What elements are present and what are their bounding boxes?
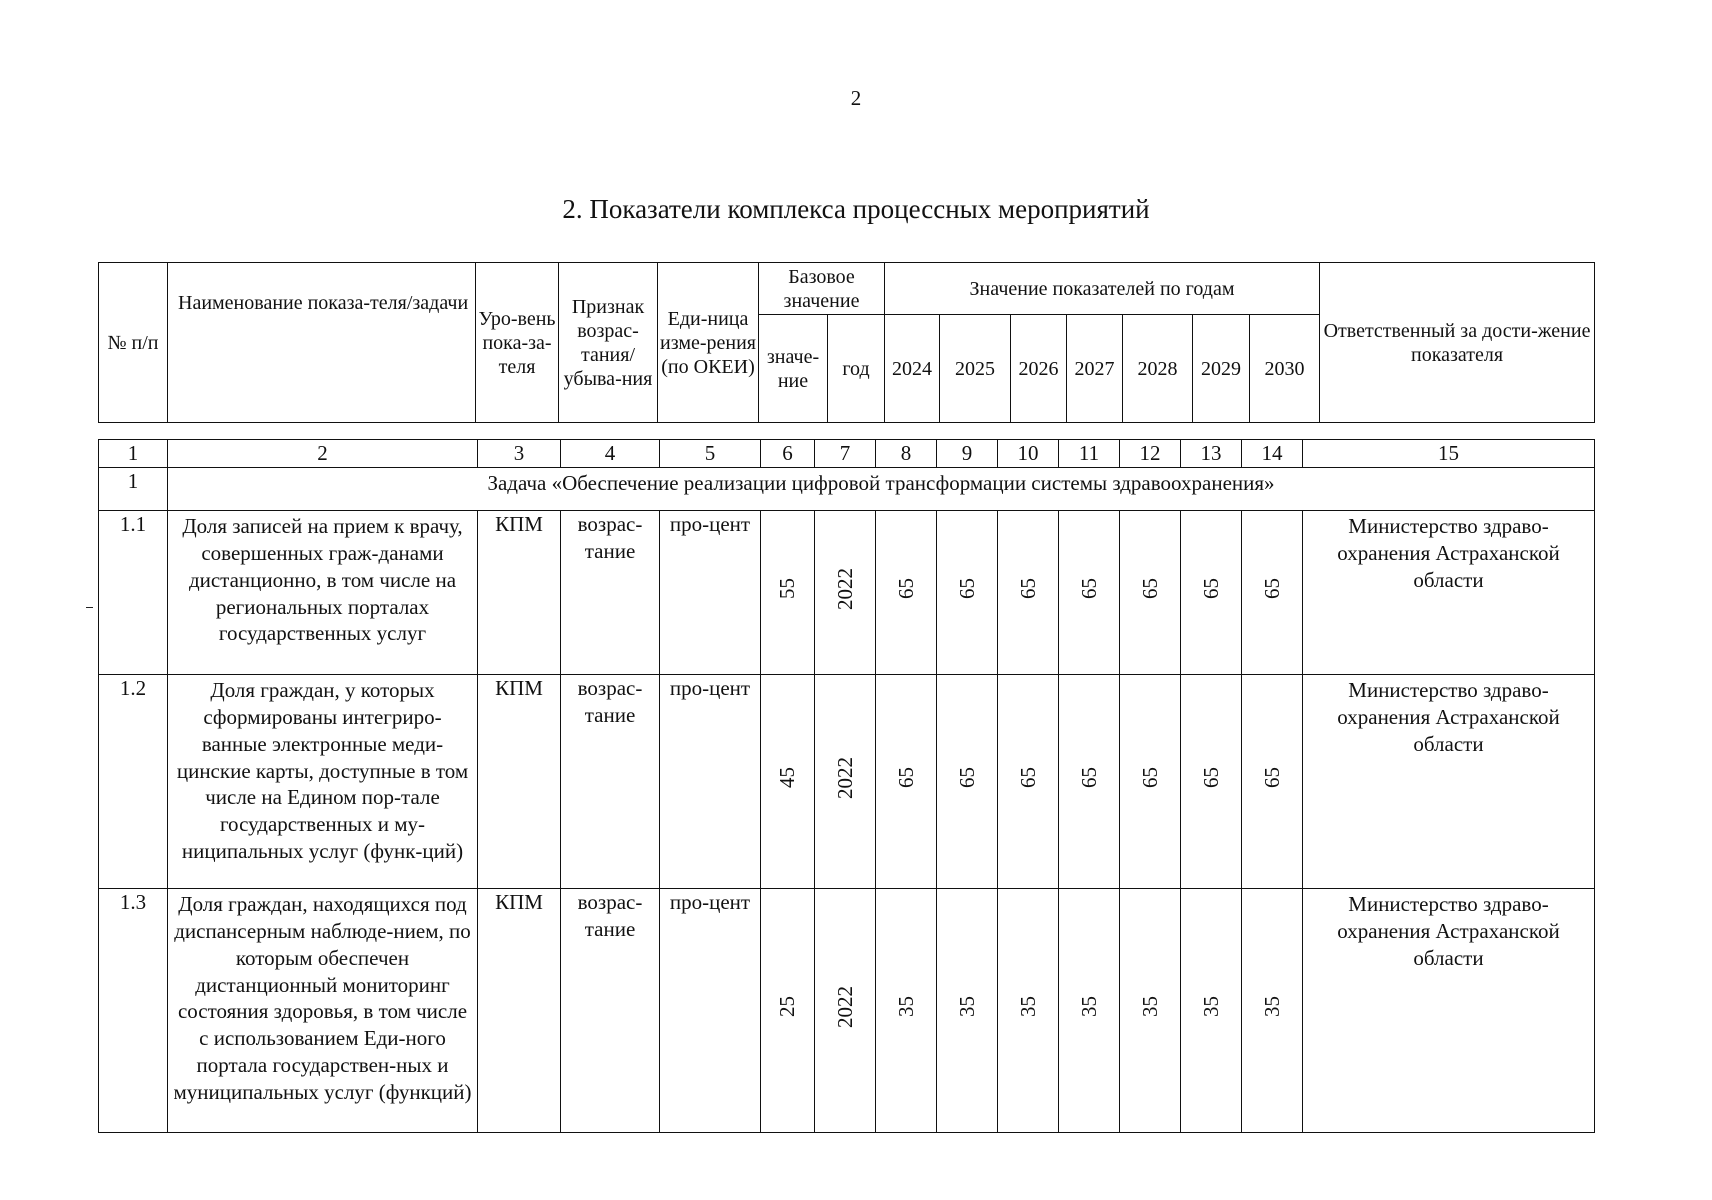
base-year-cell <box>815 510 876 674</box>
year-value-cell <box>876 888 937 1132</box>
header-level: Уро-вень пока-за-теля <box>476 263 559 423</box>
column-number: 2 <box>168 440 478 468</box>
indicator-sign: возрас-тание <box>561 888 660 1132</box>
column-number: 11 <box>1059 440 1120 468</box>
indicator-sign: возрас-тание <box>561 510 660 674</box>
base-value-cell <box>761 674 815 888</box>
year-value-cell <box>1059 510 1120 674</box>
task-text: Задача «Обеспечение реализации цифровой трансформации системы здравоохранения» <box>168 467 1595 510</box>
header-base-year: год <box>828 315 885 423</box>
row-number: 1.1 <box>99 510 168 674</box>
year-value: 65 <box>1137 578 1162 600</box>
header-name: Наименование показа-теля/задачи <box>168 263 476 423</box>
indicator-unit: про-цент <box>660 888 761 1132</box>
header-sign: Признак возрас-тания/ убыва-ния <box>559 263 658 423</box>
year-value-cell <box>1181 674 1242 888</box>
year-value-cell <box>1242 510 1303 674</box>
header-years-title: Значение показателей по годам <box>885 263 1320 315</box>
base-year: 2022 <box>832 567 857 610</box>
year-value: 65 <box>1259 767 1284 789</box>
column-number: 12 <box>1120 440 1181 468</box>
year-value: 35 <box>1259 996 1284 1018</box>
year-value: 65 <box>954 767 979 789</box>
margin-mark <box>86 607 93 608</box>
column-number: 3 <box>478 440 561 468</box>
indicator-row <box>99 510 1595 674</box>
header-base: Базовое значение <box>759 263 885 315</box>
page-number: 2 <box>850 86 862 110</box>
indicators-header-table <box>98 262 1595 423</box>
indicator-name: Доля граждан, у которых сформированы интегриро-ванные электронные меди-цинские карты, доступные в том числе на Едином пор-тале государственных и му-ниципальных услуг (функ-ций) <box>168 674 478 888</box>
header-number: № п/п <box>99 263 168 423</box>
base-year-cell <box>815 888 876 1132</box>
header-unit: Еди-ница изме-рения (по ОКЕИ) <box>658 263 759 423</box>
task-number: 1 <box>99 467 168 510</box>
header-responsible: Ответственный за дости-жение показателя <box>1320 263 1595 423</box>
base-year-cell <box>815 674 876 888</box>
year-value: 65 <box>893 767 918 789</box>
year-value: 35 <box>1076 996 1101 1018</box>
base-year: 2022 <box>832 756 857 799</box>
base-value-cell <box>761 510 815 674</box>
year-value-cell <box>1120 674 1181 888</box>
year-value-cell <box>1120 510 1181 674</box>
year-value: 35 <box>1015 996 1040 1018</box>
column-number: 5 <box>660 440 761 468</box>
indicator-level: КПМ <box>478 888 561 1132</box>
year-value: 35 <box>954 996 979 1018</box>
year-value: 65 <box>1015 767 1040 789</box>
year-value: 35 <box>893 996 918 1018</box>
base-value: 45 <box>775 767 800 789</box>
column-number: 4 <box>561 440 660 468</box>
header-year: 2027 <box>1067 315 1123 423</box>
header-year: 2028 <box>1123 315 1193 423</box>
indicator-name: Доля записей на прием к врачу, совершенных граж-данами дистанционно, в том числе на региональных порталах государственных услуг <box>168 510 478 674</box>
column-number: 13 <box>1181 440 1242 468</box>
indicator-level: КПМ <box>478 674 561 888</box>
responsible: Министерство здраво-охранения Астраханской области <box>1303 674 1595 888</box>
indicator-unit: про-цент <box>660 674 761 888</box>
year-value-cell <box>1242 674 1303 888</box>
year-value-cell <box>1120 888 1181 1132</box>
responsible: Министерство здраво-охранения Астраханской области <box>1303 510 1595 674</box>
column-number: 10 <box>998 440 1059 468</box>
column-numbers-row <box>99 440 1595 468</box>
year-value-cell <box>1181 888 1242 1132</box>
year-value-cell <box>937 510 998 674</box>
indicator-unit: про-цент <box>660 510 761 674</box>
indicator-row <box>99 888 1595 1132</box>
year-value: 65 <box>1015 578 1040 600</box>
year-value: 35 <box>1198 996 1223 1018</box>
year-value-cell <box>876 674 937 888</box>
header-base-value: значе-ние <box>759 315 828 423</box>
year-value-cell <box>937 888 998 1132</box>
column-number: 1 <box>99 440 168 468</box>
year-value: 35 <box>1137 996 1162 1018</box>
year-value: 65 <box>1259 578 1284 600</box>
page-title: 2. Показатели комплекса процессных мероприятий <box>562 194 1150 224</box>
header-year: 2025 <box>940 315 1011 423</box>
indicator-sign: возрас-тание <box>561 674 660 888</box>
task-row <box>99 467 1595 510</box>
year-value-cell <box>998 888 1059 1132</box>
row-number: 1.2 <box>99 674 168 888</box>
indicator-row <box>99 674 1595 888</box>
column-number: 6 <box>761 440 815 468</box>
base-year: 2022 <box>832 985 857 1028</box>
row-number: 1.3 <box>99 888 168 1132</box>
year-value: 65 <box>1137 767 1162 789</box>
indicator-level: КПМ <box>478 510 561 674</box>
year-value-cell <box>1181 510 1242 674</box>
column-number: 14 <box>1242 440 1303 468</box>
indicators-body-table <box>98 439 1595 1133</box>
column-number: 8 <box>876 440 937 468</box>
header-year: 2026 <box>1011 315 1067 423</box>
year-value: 65 <box>1076 578 1101 600</box>
header-year: 2029 <box>1193 315 1250 423</box>
year-value-cell <box>1059 888 1120 1132</box>
base-value: 55 <box>775 578 800 600</box>
year-value-cell <box>998 674 1059 888</box>
year-value-cell <box>1059 674 1120 888</box>
header-year: 2030 <box>1250 315 1320 423</box>
year-value-cell <box>876 510 937 674</box>
responsible: Министерство здраво-охранения Астраханской области <box>1303 888 1595 1132</box>
year-value: 65 <box>1076 767 1101 789</box>
column-number: 7 <box>815 440 876 468</box>
year-value: 65 <box>1198 578 1223 600</box>
column-number: 15 <box>1303 440 1595 468</box>
base-value: 25 <box>775 996 800 1018</box>
year-value-cell <box>1242 888 1303 1132</box>
year-value: 65 <box>954 578 979 600</box>
column-number: 9 <box>937 440 998 468</box>
year-value-cell <box>937 674 998 888</box>
indicator-name: Доля граждан, находящихся под диспансерным наблюде-нием, по которым обеспечен дистанционный мониторинг состояния здоровья, в том числе с использованием Еди-ного портала государствен-ных и муниципальных услуг (функций) <box>168 888 478 1132</box>
year-value: 65 <box>1198 767 1223 789</box>
year-value-cell <box>998 510 1059 674</box>
base-value-cell <box>761 888 815 1132</box>
year-value: 65 <box>893 578 918 600</box>
header-year: 2024 <box>885 315 940 423</box>
